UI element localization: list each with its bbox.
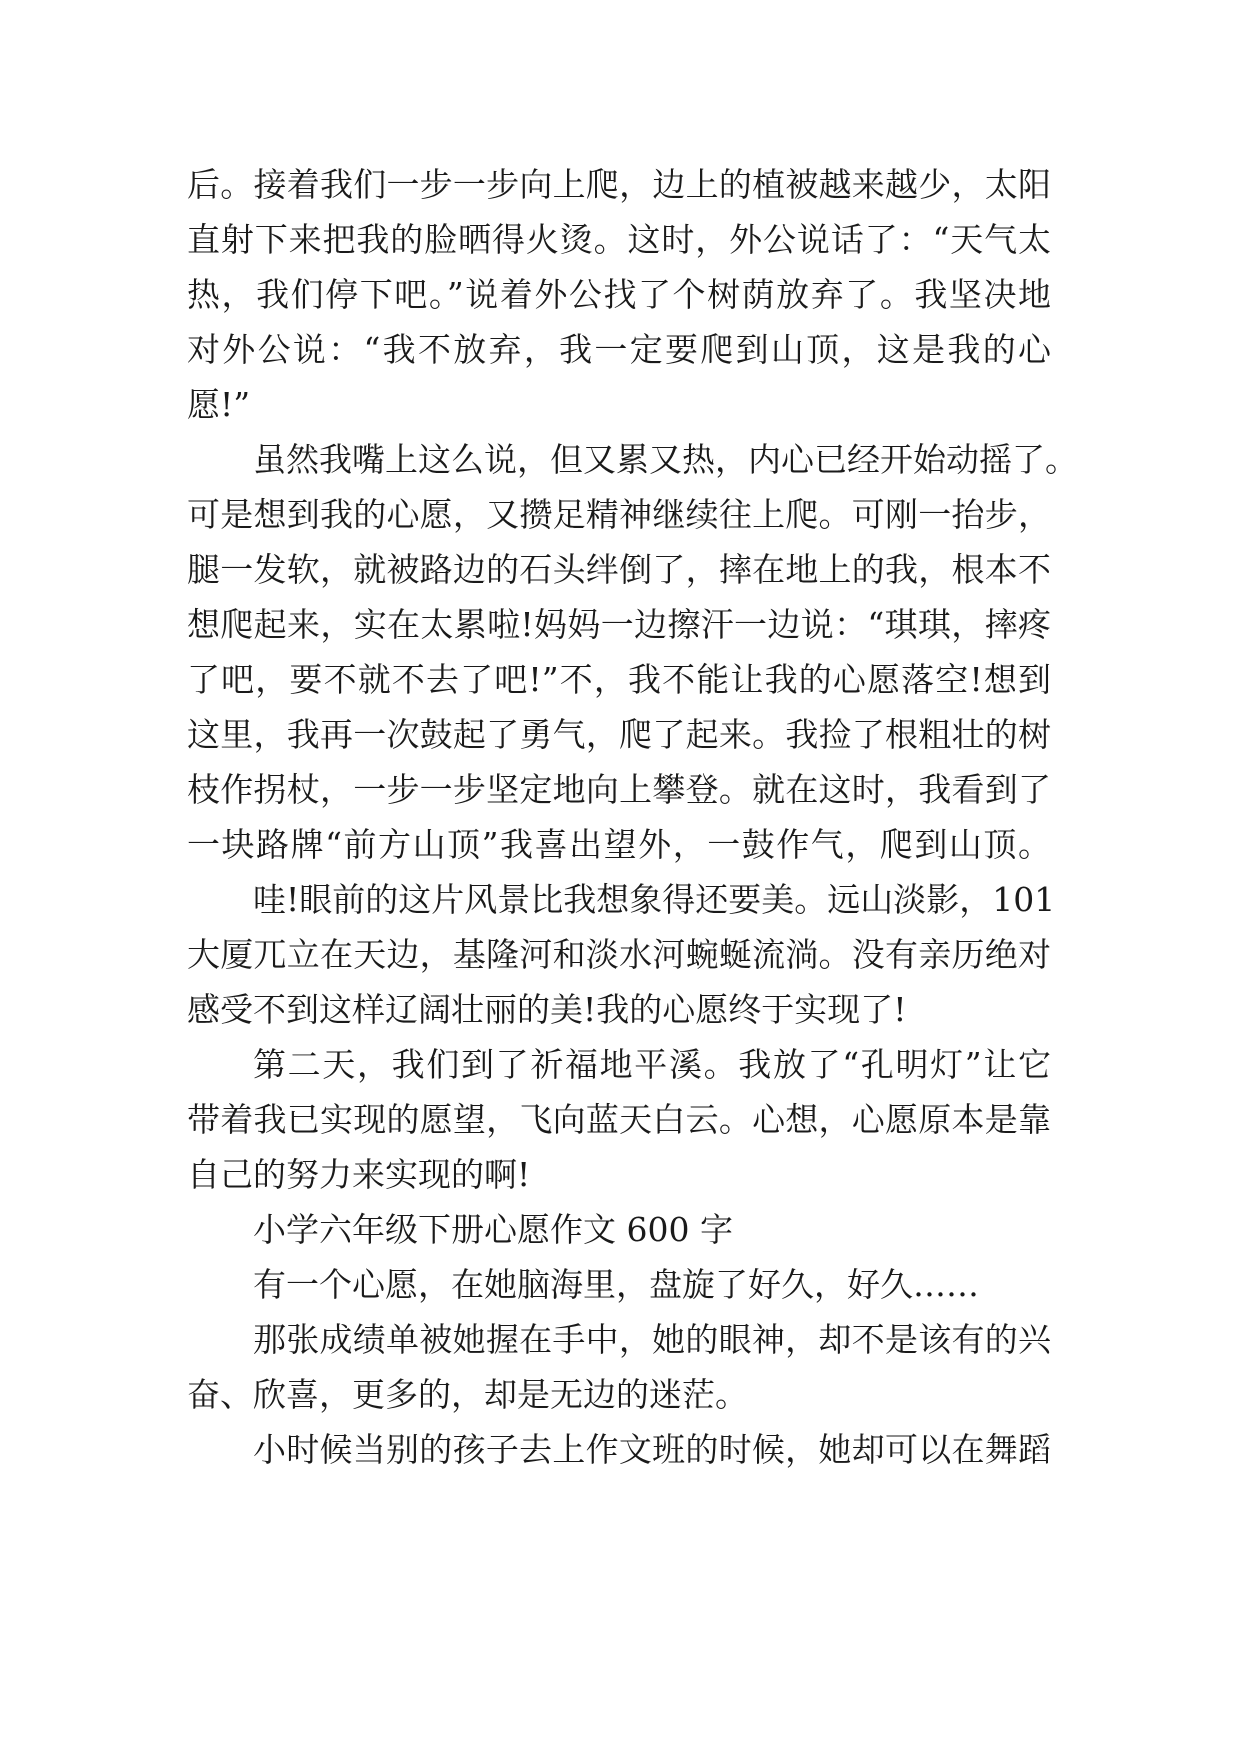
text-line: 后。接着我们一步一步向上爬，边上的植被越来越少，太阳: [187, 165, 1051, 204]
text-line: 对外公说：“我不放弃，我一定要爬到山顶，这是我的心: [187, 330, 1051, 369]
text-line: 一块路牌“前方山顶”我喜出望外，一鼓作气，爬到山顶。: [187, 825, 1051, 864]
text-line: 热，我们停下吧。”说着外公找了个树荫放弃了。我坚决地: [187, 275, 1051, 314]
text-line: 愿!”: [187, 385, 251, 424]
text-line: 腿一发软，就被路边的石头绊倒了，摔在地上的我，根本不: [187, 550, 1051, 589]
text-line: 奋、欣喜，更多的，却是无边的迷茫。: [187, 1375, 748, 1414]
text-line: 了吧，要不就不去了吧!”不，我不能让我的心愿落空!想到: [187, 660, 1051, 699]
text-line: 直射下来把我的脸晒得火烫。这时，外公说话了：“天气太: [187, 220, 1051, 259]
text-line: 带着我已实现的愿望，飞向蓝天白云。心想，心愿原本是靠: [187, 1100, 1051, 1139]
text-line: 感受不到这样辽阔壮丽的美!我的心愿终于实现了!: [187, 990, 907, 1029]
paragraph-first-line: 有一个心愿，在她脑海里，盘旋了好久，好久……: [253, 1265, 979, 1304]
text-line: 枝作拐杖，一步一步坚定地向上攀登。就在这时，我看到了: [187, 770, 1051, 809]
text-line: 可是想到我的心愿，又攒足精神继续往上爬。可刚一抬步，: [187, 495, 1051, 534]
paragraph-first-line: 哇!眼前的这片风景比我想象得还要美。远山淡影，101: [253, 880, 1056, 919]
paragraph-first-line: 小时候当别的孩子去上作文班的时候，她却可以在舞蹈: [253, 1430, 1051, 1469]
paragraph-first-line: 那张成绩单被她握在手中，她的眼神，却不是该有的兴: [253, 1320, 1051, 1359]
section-title: 小学六年级下册心愿作文 600 字: [253, 1210, 733, 1249]
paragraph-first-line: 虽然我嘴上这么说，但又累又热，内心已经开始动摇了。: [253, 440, 1078, 479]
text-line: 这里，我再一次鼓起了勇气，爬了起来。我捡了根粗壮的树: [187, 715, 1051, 754]
text-line: 自己的努力来实现的啊!: [187, 1155, 531, 1194]
text-line: 大厦兀立在天边，基隆河和淡水河蜿蜒流淌。没有亲历绝对: [187, 935, 1051, 974]
text-line: 想爬起来，实在太累啦!妈妈一边擦汗一边说：“琪琪，摔疼: [187, 605, 1051, 644]
paragraph-first-line: 第二天，我们到了祈福地平溪。我放了“孔明灯”让它: [253, 1045, 1051, 1084]
